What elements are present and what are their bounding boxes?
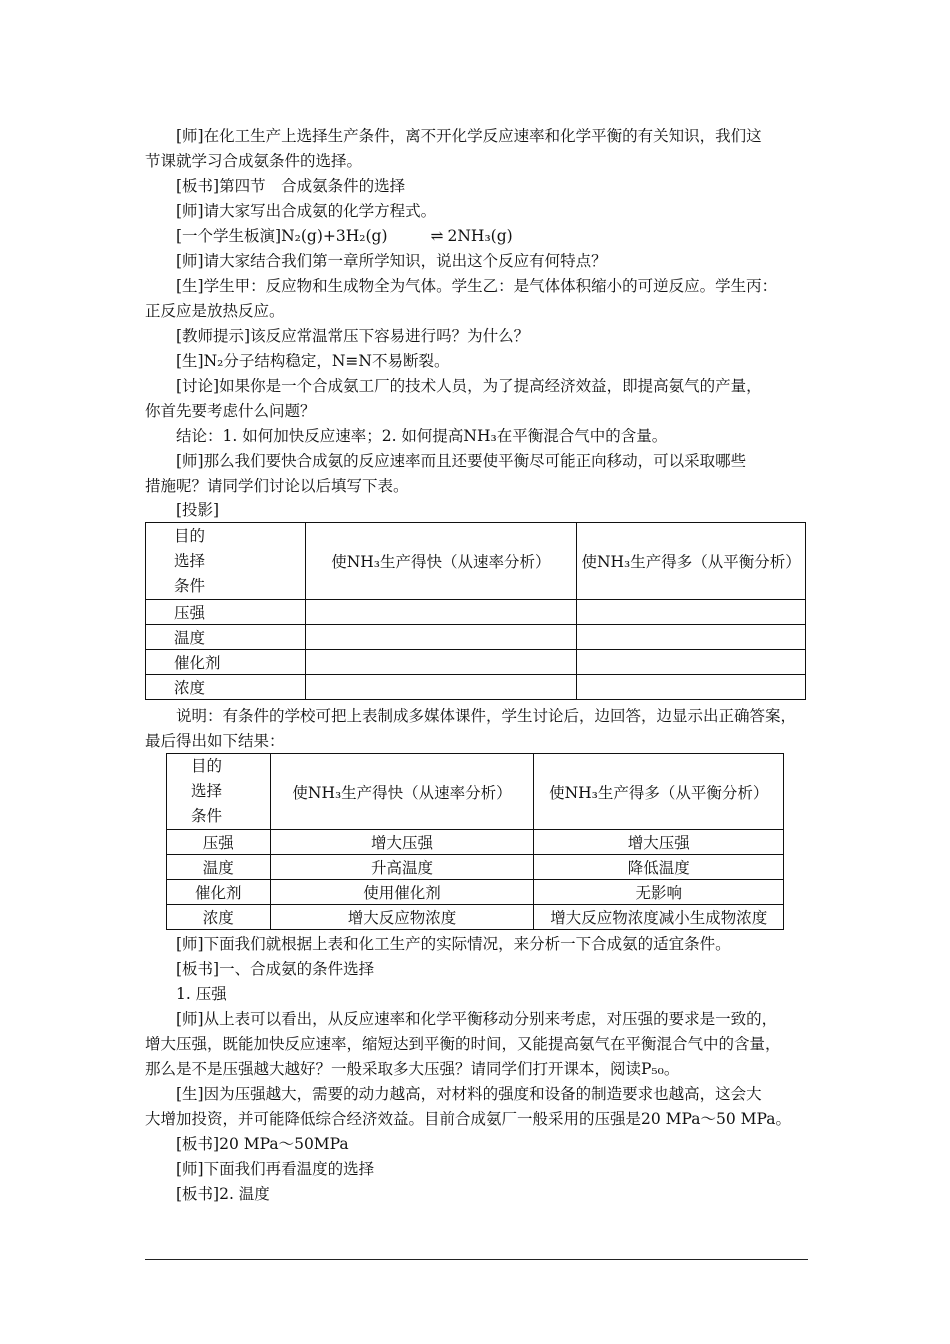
table-row xyxy=(146,650,806,675)
paragraph-students-answer-line2: 正反应是放热反应。 xyxy=(145,302,285,320)
corner-label-purpose: 目的 xyxy=(174,526,206,545)
column-header-rate: 使NH₃生产得快（从速率分析） xyxy=(305,523,577,600)
paragraph-teacher-pressure-line2: 增大压强，既能加快反应速率，缩短达到平衡的时间，又能提高氨气在平衡混合气中的含量， xyxy=(145,1035,781,1053)
equilibrium-cell xyxy=(577,600,806,625)
table-row xyxy=(167,880,784,905)
corner-label-select: 选择 xyxy=(174,551,206,570)
paragraph-student-equation xyxy=(145,224,810,249)
rate-cell xyxy=(305,600,577,625)
table-row xyxy=(167,905,784,930)
table-header-row xyxy=(167,754,784,830)
corner-label-select: 选择 xyxy=(191,782,223,800)
rate-cell: 升高温度 xyxy=(270,855,534,880)
column-header-rate: 使NH₃生产得快（从速率分析） xyxy=(270,754,534,830)
rate-cell: 增大反应物浓度 xyxy=(270,905,534,930)
equilibrium-cell xyxy=(577,625,806,650)
equilibrium-cell xyxy=(577,675,806,700)
paragraph-note-line2: 最后得出如下结果： xyxy=(145,732,285,750)
paragraph-student-n2: [生]N₂分子结构稳定，N≡N不易断裂。 xyxy=(176,352,450,370)
paragraph-heading-pressure: 1. 压强 xyxy=(176,985,227,1003)
paragraph-student-pressure-line2: 大增加投资，并可能降低综合经济效益。目前合成氨厂一般采用的压强是20 MPa～50 MPa。 xyxy=(145,1110,791,1128)
paragraph-board-title: [板书]第四节 合成氨条件的选择 xyxy=(176,177,406,195)
equation-reactants: N₂(g)+3H₂(g) xyxy=(281,227,388,245)
paragraph-board-temperature: [板书]2. 温度 xyxy=(176,1185,270,1203)
rate-cell: 使用催化剂 xyxy=(270,880,534,905)
equilibrium-cell: 无影响 xyxy=(534,880,784,905)
paragraph-discussion-line2: 你首先要考虑什么问题？ xyxy=(145,402,316,420)
table-row xyxy=(167,855,784,880)
corner-label-condition: 条件 xyxy=(174,576,206,595)
table-row xyxy=(146,675,806,700)
condition-cell: 压强 xyxy=(167,830,271,855)
equation-prefix: [一个学生板演] xyxy=(176,227,282,245)
condition-cell: 催化剂 xyxy=(167,880,271,905)
rate-cell xyxy=(305,650,577,675)
paragraph-students-answer-line1: [生]学生甲：反应物和生成物全为气体。学生乙：是气体体积缩小的可逆反应。学生丙： xyxy=(176,277,778,295)
paragraph-teacher-ask-equation: [师]请大家写出合成氨的化学方程式。 xyxy=(176,202,437,220)
equilibrium-cell: 增大压强 xyxy=(534,830,784,855)
paragraph-teacher-pressure-line3: 那么是不是压强越大越好？一般采取多大压强？请同学们打开课本，阅读P₅₀。 xyxy=(145,1060,680,1078)
equilibrium-arrow-icon: ⇌ xyxy=(430,227,442,245)
paragraph-student-pressure-line1: [生]因为压强越大，需要的动力越高，对材料的强度和设备的制造要求也越高，这会大 xyxy=(176,1085,762,1103)
paragraph-teacher-pressure-line1: [师]从上表可以看出，从反应速率和化学平衡移动分别来考虑，对压强的要求是一致的， xyxy=(176,1010,778,1028)
condition-cell: 浓度 xyxy=(146,675,306,700)
equilibrium-cell: 增大反应物浓度减小生成物浓度 xyxy=(534,905,784,930)
rate-cell xyxy=(305,675,577,700)
footer-divider xyxy=(145,1259,808,1260)
column-header-equilibrium: 使NH₃生产得多（从平衡分析） xyxy=(534,754,784,830)
table-row xyxy=(167,830,784,855)
rate-cell: 增大压强 xyxy=(270,830,534,855)
corner-label-condition: 条件 xyxy=(191,807,223,825)
equilibrium-cell xyxy=(577,650,806,675)
equation-product: 2NH₃(g) xyxy=(447,227,513,245)
equilibrium-cell: 降低温度 xyxy=(534,855,784,880)
paragraph-teacher-measures-line2: 措施呢？请同学们讨论以后填写下表。 xyxy=(145,477,409,495)
paragraph-discussion-line1: [讨论]如果你是一个合成氨工厂的技术人员，为了提高经济效益，即提高氨气的产量， xyxy=(176,377,762,395)
paragraph-teacher-hint: [教师提示]该反应常温常压下容易进行吗？为什么？ xyxy=(176,327,530,345)
table-header-row xyxy=(146,523,806,600)
paragraph-teacher-temperature: [师]下面我们再看温度的选择 xyxy=(176,1160,375,1178)
column-header-equilibrium: 使NH₃生产得多（从平衡分析） xyxy=(577,523,806,600)
condition-cell: 温度 xyxy=(167,855,271,880)
paragraph-intro-line2: 节课就学习合成氨条件的选择。 xyxy=(145,152,363,170)
paragraph-note-line1: 说明：有条件的学校可把上表制成多媒体课件，学生讨论后，边回答，边显示出正确答案， xyxy=(176,707,797,725)
paragraph-conclusion: 结论：1. 如何加快反应速率；2. 如何提高NH₃在平衡混合气中的含量。 xyxy=(176,427,668,445)
paragraph-board-section-one: [板书]一、合成氨的条件选择 xyxy=(176,960,375,978)
paragraph-teacher-features: [师]请大家结合我们第一章所学知识，说出这个反应有何特点？ xyxy=(176,252,607,270)
paragraph-projection: [投影] xyxy=(176,501,220,519)
rate-cell xyxy=(305,625,577,650)
table-row xyxy=(146,600,806,625)
table-corner-cell xyxy=(167,754,271,830)
table-corner-cell xyxy=(146,523,306,600)
condition-cell: 温度 xyxy=(146,625,306,650)
condition-cell: 浓度 xyxy=(167,905,271,930)
result-table xyxy=(166,753,784,930)
paragraph-teacher-measures-line1: [师]那么我们要快合成氨的反应速率而且还要使平衡尽可能正向移动，可以采取哪些 xyxy=(176,452,747,470)
table-row xyxy=(146,625,806,650)
paragraph-teacher-analysis: [师]下面我们就根据上表和化工生产的实际情况，来分析一下合成氨的适宜条件。 xyxy=(176,935,731,953)
condition-cell: 压强 xyxy=(146,600,306,625)
corner-label-purpose: 目的 xyxy=(191,757,223,775)
condition-cell: 催化剂 xyxy=(146,650,306,675)
paragraph-intro-line1: [师]在化工生产上选择生产条件，离不开化学反应速率和化学平衡的有关知识，我们这 xyxy=(176,127,762,145)
projection-table-empty xyxy=(145,522,806,700)
paragraph-board-pressure-range: [板书]20 MPa～50MPa xyxy=(176,1135,349,1153)
